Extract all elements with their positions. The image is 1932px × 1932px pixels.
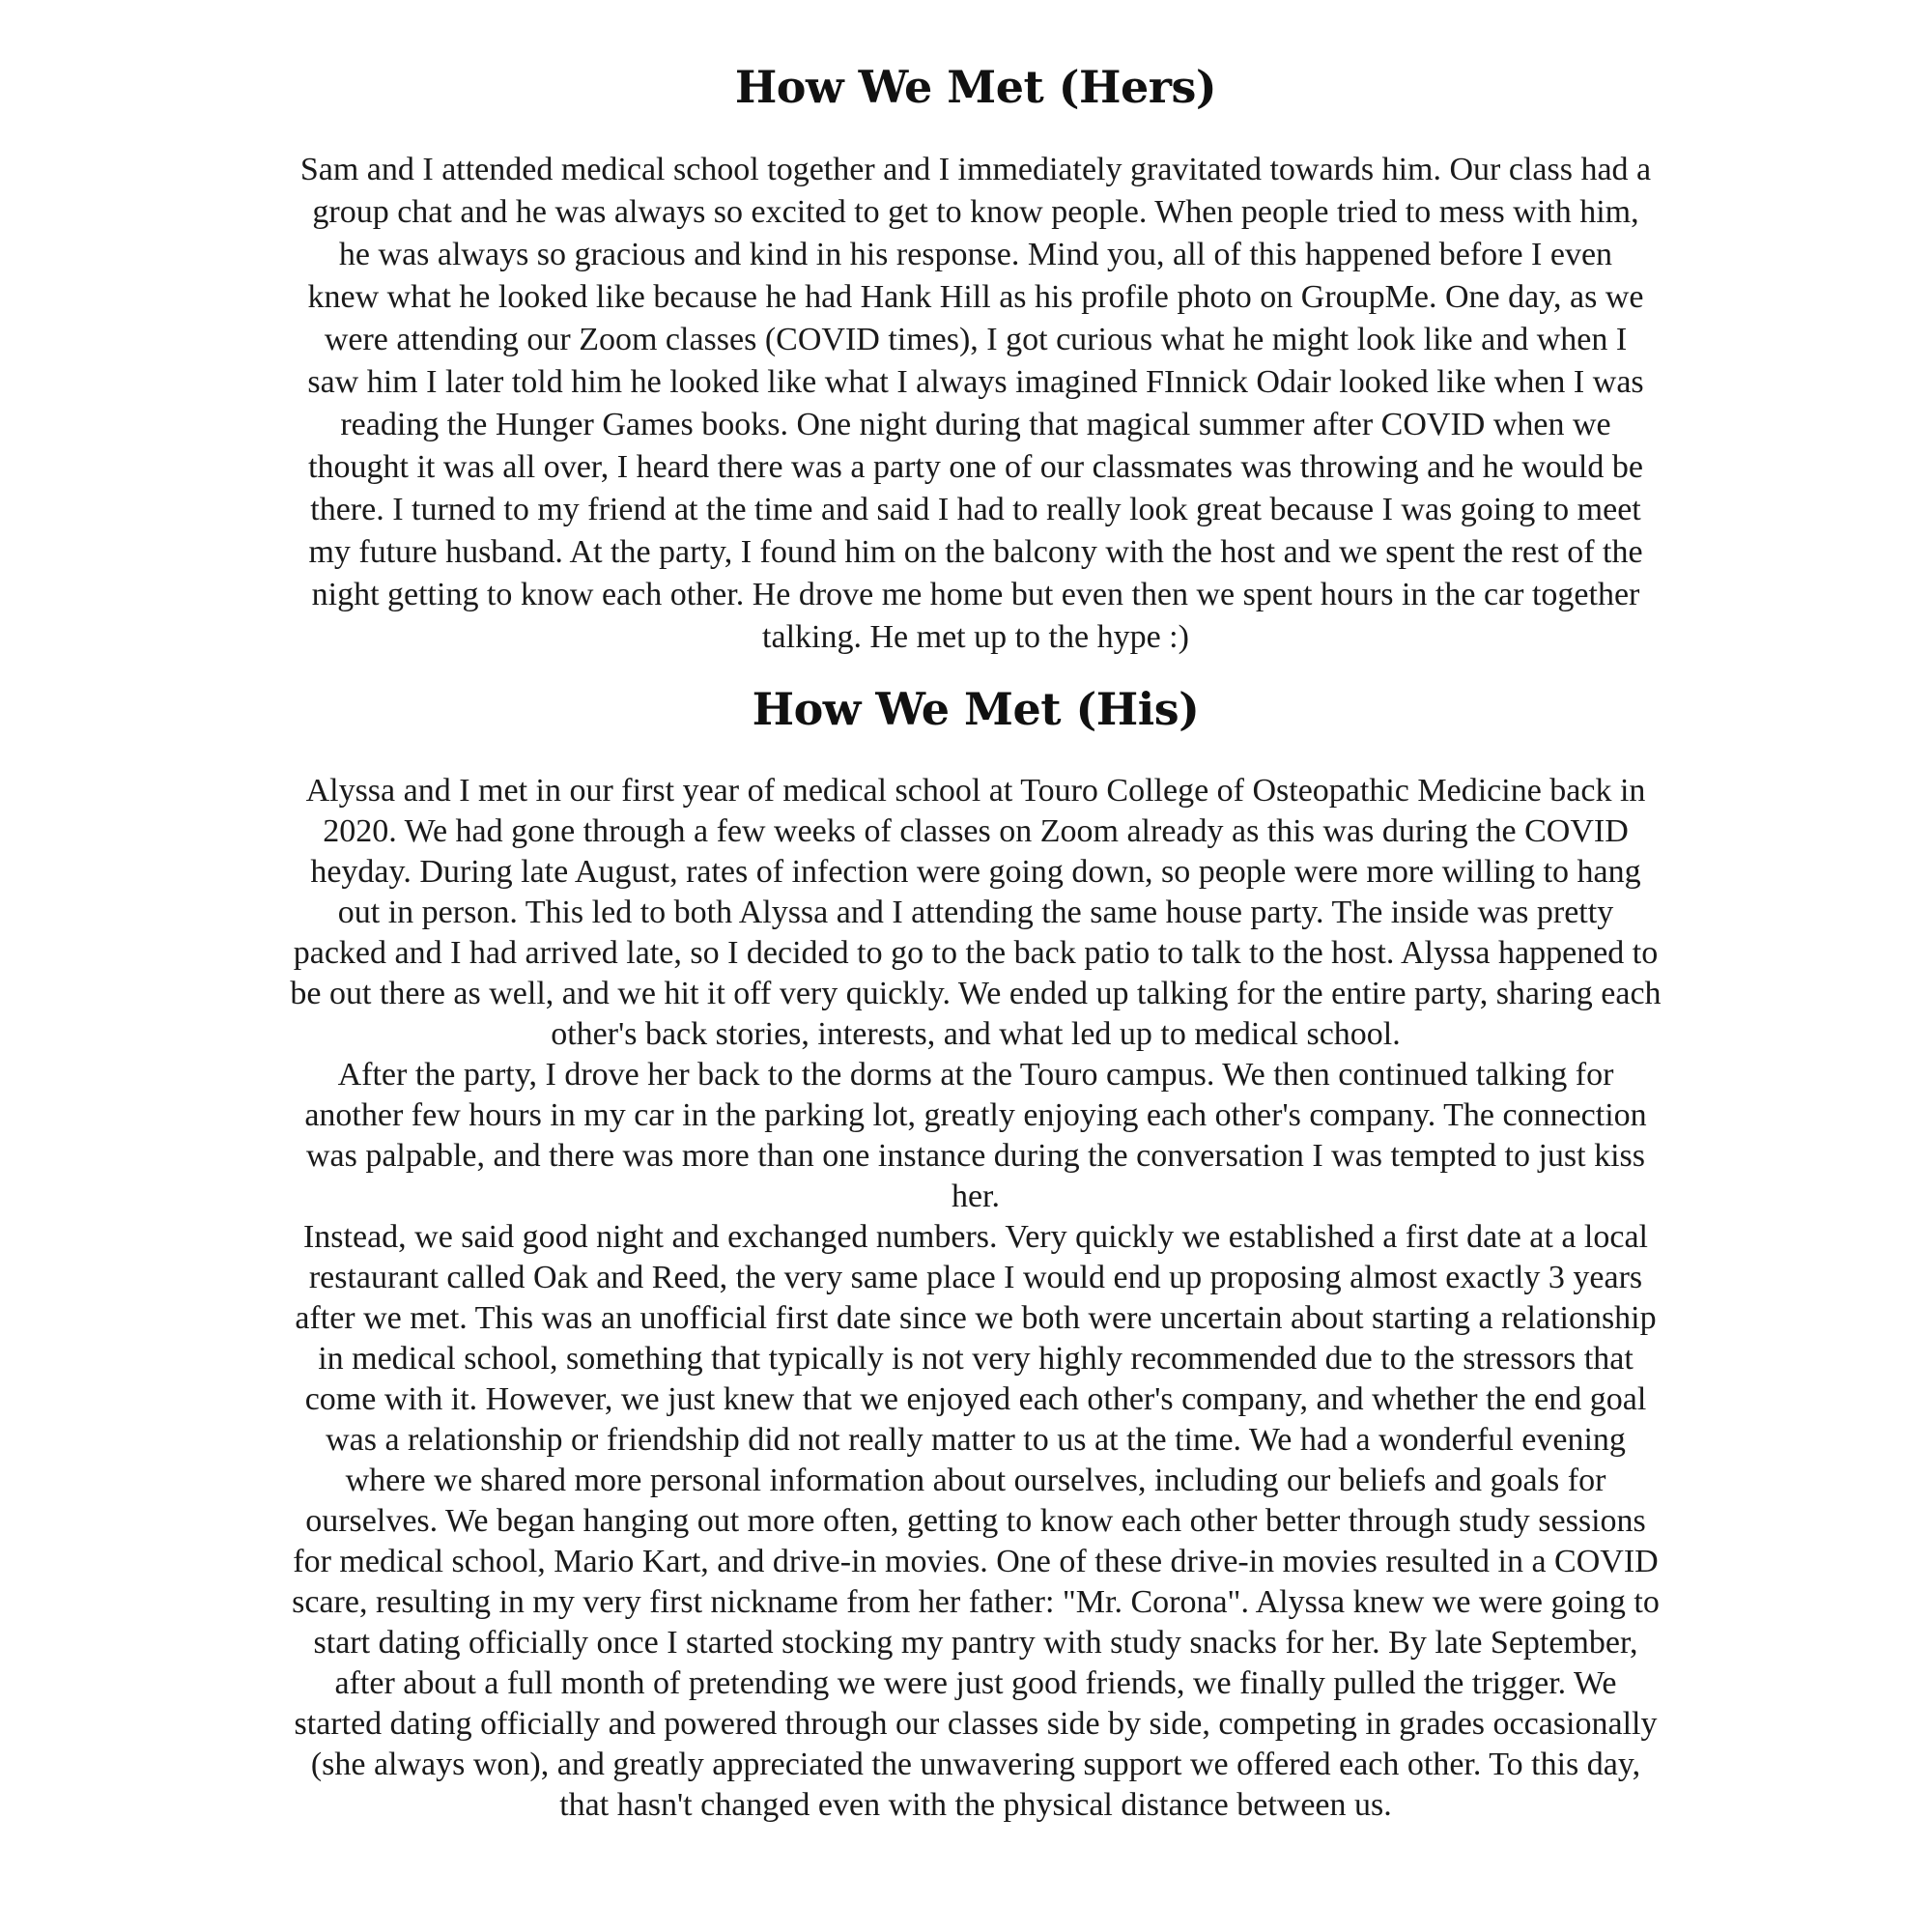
section-spacer	[290, 659, 1662, 682]
document-page	[290, 0, 1662, 1932]
hers-story-paragraph: Sam and I attended medical school together and I immediately gravitated towards him. Our class had a group chat and he was always so excited to get to know people. When people tried to mess with him, he was always so gracious and kind in his response. Mind you, all of this happened before I even knew what he looked like because he had Hank Hill as his profile photo on GroupMe. One day, as we were attending our Zoom classes (COVID times), I got curious what he might look like and when I saw him I later told him he looked like what I always imagined FInnick Odair looked like when I was reading the Hunger Games books. One night during that magical summer after COVID when we thought it was all over, I heard there was a party one of our classmates was throwing and he would be there. I turned to my friend at the time and said I had to really look great because I was going to meet my future husband. At the party, I found him on the balcony with the host and we spent the rest of the night getting to know each other. He drove me home but even then we spent hours in the car together talking. He met up to the hype :)	[299, 152, 1652, 655]
his-story-paragraph-1: Alyssa and I met in our first year of medical school at Touro College of Osteopathic Medicine back in 2020. We had gone through a few weeks of classes on Zoom already as this was during the COVID heyday. During late August, rates of infection were going down, so people were more willing to hang out in person. This led to both Alyssa and I attending the same house party. The inside was pretty packed and I had arrived late, so I decided to go to the back patio to talk to the host. Alyssa happened to be out there as well, and we hit it off very quickly. We ended up talking for the entire party, sharing each other's back stories, interests, and what led up to medical school.	[290, 773, 1662, 1052]
his-story-paragraph-2: After the party, I drove her back to the dorms at the Touro campus. We then continued talking for another few hours in my car in the parking lot, greatly enjoying each other's company. The connection was palpable, and there was more than one instance during the conversation I was tempted to just kiss her.	[304, 1057, 1647, 1214]
his-story-paragraph-3: Instead, we said good night and exchanged numbers. Very quickly we established a first date at a local restaurant called Oak and Reed, the very same place I would end up proposing almost exactly 3 years after we met. This was an unofficial first date since we both were uncertain about starting a relationship in medical school, something that typically is not very highly recommended due to the stressors that come with it. However, we just knew that we enjoyed each other's company, and whether the end goal was a relationship or friendship did not really matter to us at the time. We had a wonderful evening where we shared more personal information about ourselves, including our beliefs and goals for ourselves. We began hanging out more often, getting to know each other better through study sessions for medical school, Mario Kart, and drive-in movies. One of these drive-in movies resulted in a COVID scare, resulting in my very first nickname from her father: "Mr. Corona". Alyssa knew we were going to start dating officially once I started stocking my pantry with study snacks for her. By late September, after about a full month of pretending we were just good friends, we finally pulled the trigger. We started dating officially and powered through our classes side by side, competing in grades occasionally (she always won), and greatly appreciated the unwavering support we offered each other. To this day, that hasn't changed even with the physical distance between us.	[292, 1219, 1660, 1823]
hers-section-title: How We Met (Hers)	[734, 61, 1217, 113]
his-section-title: How We Met (His)	[752, 683, 1200, 735]
